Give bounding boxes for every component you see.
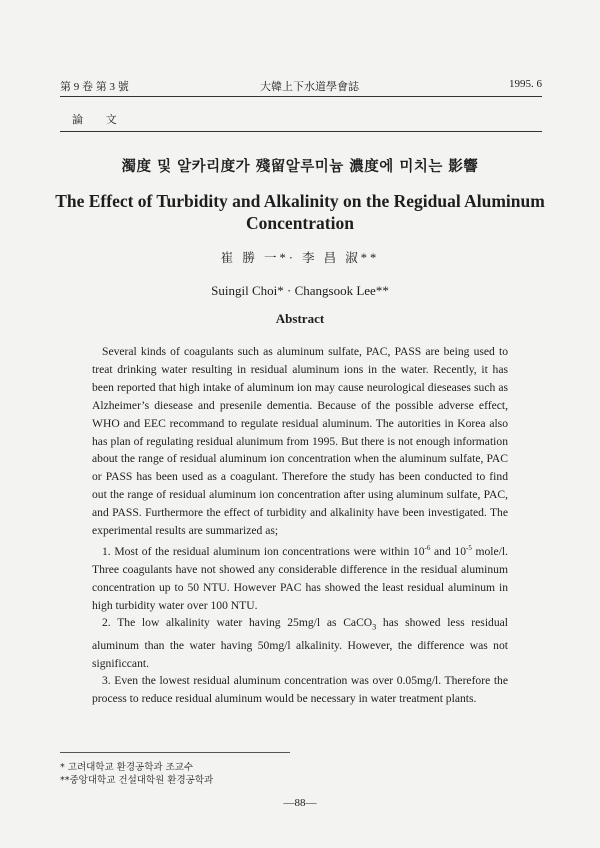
- footnote-1: * 고려대학교 환경공학과 조교수: [60, 762, 194, 773]
- page-number: —88—: [283, 797, 317, 809]
- running-header: [60, 78, 542, 94]
- issue-date: 1995. 6: [509, 78, 542, 90]
- result-1-text-b: and 10: [430, 544, 466, 558]
- footnote-2: **중앙대학교 건설대학원 환경공학과: [60, 775, 214, 786]
- authors-english: Suingil Choi* · Changsook Lee**: [211, 283, 389, 298]
- result-2-text-b: has showed less residual aluminum than the water having 50mg/l alkalinity. However, the difference was not significcant.: [92, 616, 509, 670]
- header-rule: [60, 96, 542, 97]
- volume-issue: 第 9 卷 第 3 號: [60, 81, 129, 93]
- authors-korean: 崔 勝 一*· 李 昌 淑**: [220, 251, 380, 265]
- korean-title: 濁度 및 알카리度가 殘留알루미늄 濃度에 미치는 影響: [121, 159, 479, 175]
- abstract-heading: Abstract: [275, 311, 325, 326]
- section-rule: [60, 131, 542, 132]
- exponent-1: -6: [424, 543, 431, 552]
- result-1-text-a: 1. Most of the residual aluminum ion concentrations were within 10: [102, 544, 425, 558]
- result-item-3: 3. Even the lowest residual aluminum concentration was over 0.05mg/l. Therefore the process to reduce residual aluminum would be necessary in water treatment plants.: [92, 674, 508, 706]
- footnotes: [60, 761, 213, 787]
- result-2-text-a: 2. The low alkalinity water having 25mg/l as CaCO: [102, 616, 373, 630]
- english-title: The Effect of Turbidity and Alkalinity on the Regidual Aluminum Concentration: [55, 191, 545, 233]
- result-1-text-c: mole/l. Three coagulants have not showed any considerable difference in the residual aluminum concentration up to 50 NTU. However PAC has showed the least residual aluminum in high turbidity water over 100 NTU.: [92, 544, 508, 612]
- section-label: 論 文: [72, 114, 127, 126]
- exponent-2: -5: [466, 543, 472, 552]
- footnote-rule: [60, 752, 290, 753]
- abstract-paragraph: Several kinds of coagulants such as aluminum sulfate, PAC, PASS are being used to treat drinking water resulting in residual aluminum ions in the water. Recently, it has been reported that high intake of aluminum ion may cause neurological dieseases such as Alzheimer’s diesease and presenile dementia. Because of the possible adverse effect, WHO and EEC recommand to regulate residual aluminum. The autorities in Korea also has plan of regulating residual alunimum from 1995. But there is not enough information about the range of residual aluminum ion concentration when the aluminum sulfate, PAC or PASS has been used as a coagulant. Therefore the study has been conducted to find out the range of residual aluminum ion concentration after using aluminum sulfate, PAC, and PASS. Furthermore the effect of turbidity and alkalinity have been investigated. The experimental results are summarized as;: [92, 345, 508, 538]
- abstract-body: [92, 343, 508, 708]
- journal-name: 大韓上下水道學會誌: [260, 81, 359, 93]
- result-item-1: [92, 540, 508, 614]
- subscript-3: 3: [372, 622, 377, 632]
- result-item-2: [92, 614, 508, 672]
